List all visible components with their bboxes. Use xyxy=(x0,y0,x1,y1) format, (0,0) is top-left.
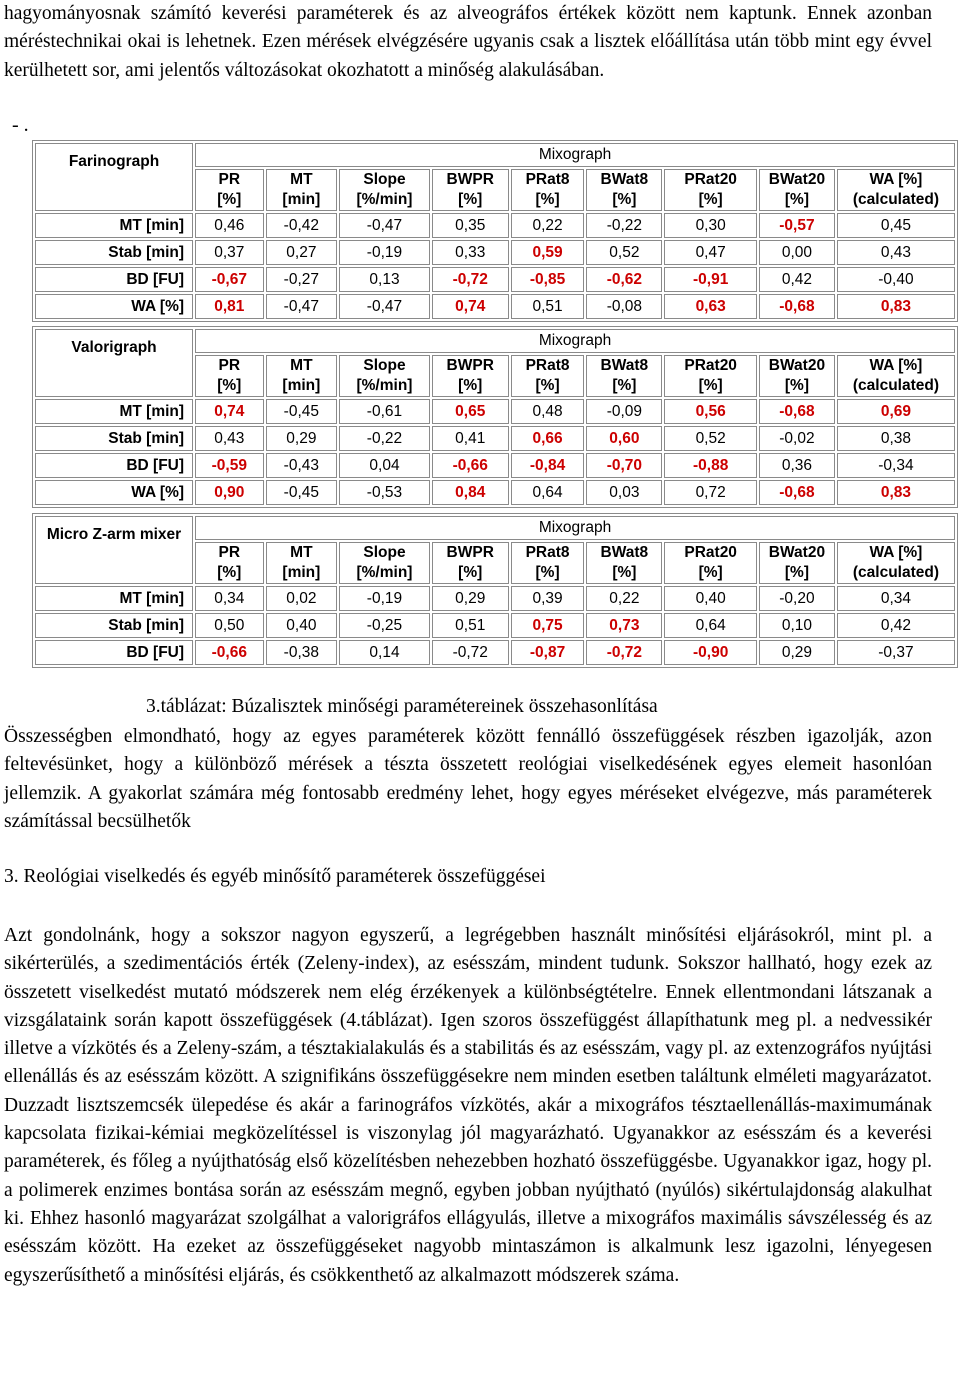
table-cell: 0,72 xyxy=(664,480,757,505)
table-cell: -0,85 xyxy=(511,267,585,292)
column-header xyxy=(759,169,835,211)
table-cell: -0,27 xyxy=(266,267,338,292)
table-cell: -0,34 xyxy=(837,453,955,478)
column-name: Slope xyxy=(363,544,406,561)
table-cell: 0,43 xyxy=(837,240,955,265)
table-cell: -0,25 xyxy=(339,613,430,638)
table-cell: -0,47 xyxy=(266,294,338,319)
column-header xyxy=(266,355,338,397)
column-name: WA [%] xyxy=(869,357,923,374)
column-header xyxy=(511,355,585,397)
instrument-label: Valorigraph xyxy=(35,329,193,397)
table-cell: -0,72 xyxy=(432,640,509,665)
column-header xyxy=(195,355,263,397)
column-header xyxy=(195,169,263,211)
table-cell: 0,40 xyxy=(664,586,757,611)
column-header xyxy=(432,169,509,211)
column-name: PR xyxy=(218,357,241,374)
table-cell: 0,10 xyxy=(759,613,835,638)
column-name: BWat20 xyxy=(768,544,826,561)
column-header xyxy=(511,542,585,584)
table-cell: 0,43 xyxy=(195,426,263,451)
table-cell: 0,81 xyxy=(195,294,263,319)
table-row xyxy=(35,453,955,478)
dash-mark: - . xyxy=(12,114,29,136)
table-cell: 0,39 xyxy=(511,586,585,611)
table-cell: -0,68 xyxy=(759,399,835,424)
table-cell: 0,59 xyxy=(511,240,585,265)
table-cell: -0,53 xyxy=(339,480,430,505)
table-cell: 0,51 xyxy=(432,613,509,638)
table-cell: 0,27 xyxy=(266,240,338,265)
column-unit: [min] xyxy=(282,564,321,581)
column-unit: [min] xyxy=(282,377,321,394)
table-cell: -0,43 xyxy=(266,453,338,478)
column-name: BWat8 xyxy=(600,544,649,561)
summary-paragraph: Összességben elmondható, hogy az egyes paraméterek között fennálló összefüggések részben igazolják, azon feltevésünket, hogy a különböző mérések a tészta összetett reológiai viselkedésének egyes elemeit hasonlóan jellemzik. A gyakorlat számára még fontosabb eredmény lehet, hogy egyes méréseket elvégezve, más paraméterek számítással becsülhetők xyxy=(4,726,932,832)
column-header xyxy=(432,355,509,397)
table-cell: -0,59 xyxy=(195,453,263,478)
column-name: PRat20 xyxy=(684,544,737,561)
row-label: WA [%] xyxy=(35,294,193,319)
table-cell: 0,35 xyxy=(432,213,509,238)
table-cell: -0,66 xyxy=(195,640,263,665)
correlation-table xyxy=(32,140,958,322)
row-label: Stab [min] xyxy=(35,613,193,638)
correlation-table xyxy=(32,326,958,508)
column-header xyxy=(759,355,835,397)
column-name: PRat20 xyxy=(684,171,737,188)
table-row xyxy=(35,399,955,424)
column-unit: [%] xyxy=(535,191,560,208)
section-heading: 3. Reológiai viselkedés és egyéb minősítő paraméterek összefüggései xyxy=(4,866,546,887)
table-cell: -0,19 xyxy=(339,240,430,265)
table-cell: 0,29 xyxy=(266,426,338,451)
column-name: BWat20 xyxy=(768,357,826,374)
column-name: WA [%] xyxy=(869,171,923,188)
table-cell: -0,19 xyxy=(339,586,430,611)
table-cell: -0,68 xyxy=(759,294,835,319)
table-cell: 0,64 xyxy=(511,480,585,505)
column-name: WA [%] xyxy=(869,544,923,561)
table-cell: 0,36 xyxy=(759,453,835,478)
table-cell: -0,90 xyxy=(664,640,757,665)
column-unit: [%/min] xyxy=(356,564,413,581)
table-cell: -0,84 xyxy=(511,453,585,478)
column-name: PR xyxy=(218,544,241,561)
table-cell: -0,91 xyxy=(664,267,757,292)
table-cell: 0,74 xyxy=(432,294,509,319)
table-cell: -0,67 xyxy=(195,267,263,292)
column-unit: [%] xyxy=(612,564,637,581)
table-cell: 0,41 xyxy=(432,426,509,451)
table-cell: 0,42 xyxy=(837,613,955,638)
column-unit: [%] xyxy=(698,377,723,394)
row-label: BD [FU] xyxy=(35,267,193,292)
table-cell: -0,45 xyxy=(266,480,338,505)
table-cell: -0,47 xyxy=(339,294,430,319)
table-cell: 0,52 xyxy=(664,426,757,451)
top-paragraph: hagyományosnak számító keverési paraméterek és az alveográfos értékek között nem kaptunk. Ennek azonban méréstechnikai okai is lehetnek. Ezen mérések elvégzésére ugyanis csak a lisztek előállítása után több mint egy évvel kerülhetett sor, ami jelentős változásokat okozhatott a minőség alakulásában. xyxy=(4,3,932,81)
column-header xyxy=(759,542,835,584)
table-cell: 0,65 xyxy=(432,399,509,424)
table-cell: -0,38 xyxy=(266,640,338,665)
column-unit: [%] xyxy=(784,377,809,394)
column-header xyxy=(339,355,430,397)
table-cell: -0,61 xyxy=(339,399,430,424)
table-cell: 0,00 xyxy=(759,240,835,265)
table-cell: 0,50 xyxy=(195,613,263,638)
table-row xyxy=(35,640,955,665)
column-header xyxy=(586,355,662,397)
table-cell: 0,14 xyxy=(339,640,430,665)
column-header xyxy=(339,542,430,584)
table-cell: 0,83 xyxy=(837,480,955,505)
column-header xyxy=(664,355,757,397)
table-cell: 0,40 xyxy=(266,613,338,638)
column-header xyxy=(511,169,585,211)
row-label: Stab [min] xyxy=(35,240,193,265)
column-unit: [%] xyxy=(458,191,483,208)
table-cell: 0,60 xyxy=(586,426,662,451)
column-header xyxy=(432,542,509,584)
table-cell: 0,45 xyxy=(837,213,955,238)
table-cell: -0,02 xyxy=(759,426,835,451)
column-header xyxy=(266,169,338,211)
column-name: BWat20 xyxy=(768,171,826,188)
column-unit: [%] xyxy=(217,377,242,394)
table-cell: 0,84 xyxy=(432,480,509,505)
row-label: MT [min] xyxy=(35,586,193,611)
table-cell: 0,22 xyxy=(586,586,662,611)
table-cell: 0,75 xyxy=(511,613,585,638)
table-row xyxy=(35,267,955,292)
column-unit: (calculated) xyxy=(852,564,939,581)
table-cell: 0,46 xyxy=(195,213,263,238)
table-cell: 0,52 xyxy=(586,240,662,265)
table-cell: -0,62 xyxy=(586,267,662,292)
table-cell: -0,22 xyxy=(339,426,430,451)
row-label: WA [%] xyxy=(35,480,193,505)
table-cell: -0,68 xyxy=(759,480,835,505)
table-row xyxy=(35,426,955,451)
table-cell: 0,02 xyxy=(266,586,338,611)
table-cell: -0,09 xyxy=(586,399,662,424)
table-cell: -0,37 xyxy=(837,640,955,665)
column-name: Slope xyxy=(363,357,406,374)
column-unit: [%] xyxy=(217,564,242,581)
column-name: PRat8 xyxy=(525,357,570,374)
row-label: Stab [min] xyxy=(35,426,193,451)
table-cell: -0,88 xyxy=(664,453,757,478)
column-name: MT xyxy=(290,357,313,374)
column-name: Slope xyxy=(363,171,406,188)
column-name: MT xyxy=(290,544,313,561)
table-cell: -0,57 xyxy=(759,213,835,238)
column-header xyxy=(266,542,338,584)
table-row xyxy=(35,586,955,611)
column-header xyxy=(664,169,757,211)
table-cell: 0,22 xyxy=(511,213,585,238)
table-cell: 0,03 xyxy=(586,480,662,505)
table-cell: 0,69 xyxy=(837,399,955,424)
column-unit: [%] xyxy=(217,191,242,208)
column-name: MT xyxy=(290,171,313,188)
column-header xyxy=(664,542,757,584)
column-unit: [%/min] xyxy=(356,191,413,208)
table-cell: 0,48 xyxy=(511,399,585,424)
table-cell: 0,66 xyxy=(511,426,585,451)
column-unit: [%] xyxy=(612,377,637,394)
column-unit: [%] xyxy=(535,564,560,581)
column-header xyxy=(586,542,662,584)
column-name: BWPR xyxy=(446,544,494,561)
table-cell: 0,04 xyxy=(339,453,430,478)
correlation-table xyxy=(32,513,958,668)
table-cell: -0,42 xyxy=(266,213,338,238)
table-cell: 0,83 xyxy=(837,294,955,319)
table-cell: 0,29 xyxy=(759,640,835,665)
column-unit: [%] xyxy=(698,564,723,581)
column-name: BWPR xyxy=(446,357,494,374)
table-cell: -0,72 xyxy=(586,640,662,665)
table-cell: -0,87 xyxy=(511,640,585,665)
column-unit: [%] xyxy=(458,377,483,394)
table-cell: 0,37 xyxy=(195,240,263,265)
column-name: BWat8 xyxy=(600,171,649,188)
column-name: PRat20 xyxy=(684,357,737,374)
body-paragraph: Azt gondolnánk, hogy a sokszor nagyon egyszerű, a legrégebben használt minősítési eljárásokról, mint pl. a sikérterülés, a szedimentációs érték (Zeleny-index), az esésszám, mindent tudunk. Sokszor hallható, hogy ezek az összetett viselkedést mutató módszerek nem elég érzékenyek a különbségtételre. Ennek ellentmondani látszanak a vizsgálataink során kapott összefüggések (4.táblázat). Igen szoros összefüggést állapíthatunk meg pl. a nedvessikér illetve a vízkötés és a Zeleny-szám, a tésztakialakulás és a stabilitás és az esésszám, vagy pl. az extenzográfos nyújtási ellenállás és az esésszám között. A szignifikáns összefüggésekre nem minden esetben találtunk elméleti magyarázatot. Duzzadt lisztszemcsék ülepedése és akár a farinográfos vízkötés, akár a mixográfos tésztaellenállás-maximumának kapcsolata fizikai-kémiai megközelítéssel is viszonylag jól magyarázható. Ugyanakkor az esésszám és a keverési paraméterek, és főleg a nyújthatóság első közelítésben nehezebben hozható összefüggésbe. Ugyanakkor igaz, hogy pl. a polimerek enzimes bontása során az esésszám megnő, egyben jobban nyújtható (nyúlós) sikértulajdonság alakulhat ki. Ehhez hasonló magyarázat szolgálhat a valorigráfos ellágyulás, illetve a mixográfos maximális sávszélesség és az esésszám között. Ha ezeket az összefüggéseket nagyobb mintaszámon is alkalmunk lesz igazolni, lényegesen egyszerűsíthető a minősítési eljárás, és csökkenthető az alkalmazott módszerek száma. xyxy=(4,925,932,1286)
table-cell: -0,47 xyxy=(339,213,430,238)
column-header xyxy=(837,169,955,211)
column-unit: [%] xyxy=(784,191,809,208)
table-row xyxy=(35,240,955,265)
column-name: PRat8 xyxy=(525,544,570,561)
table-cell: 0,74 xyxy=(195,399,263,424)
column-unit: (calculated) xyxy=(852,377,939,394)
column-unit: (calculated) xyxy=(852,191,939,208)
column-header xyxy=(586,169,662,211)
table-cell: -0,45 xyxy=(266,399,338,424)
table-cell: 0,30 xyxy=(664,213,757,238)
row-label: BD [FU] xyxy=(35,640,193,665)
table-cell: -0,22 xyxy=(586,213,662,238)
column-unit: [%] xyxy=(458,564,483,581)
table-cell: 0,90 xyxy=(195,480,263,505)
column-header xyxy=(339,169,430,211)
table-row xyxy=(35,480,955,505)
column-name: BWPR xyxy=(446,171,494,188)
table-cell: -0,70 xyxy=(586,453,662,478)
column-unit: [%] xyxy=(698,191,723,208)
row-label: MT [min] xyxy=(35,213,193,238)
table-cell: 0,34 xyxy=(195,586,263,611)
table-row xyxy=(35,613,955,638)
table-cell: 0,73 xyxy=(586,613,662,638)
mixograph-group-header: Mixograph xyxy=(195,516,955,540)
mixograph-group-header: Mixograph xyxy=(195,143,955,167)
table-cell: 0,63 xyxy=(664,294,757,319)
table-cell: 0,38 xyxy=(837,426,955,451)
column-name: BWat8 xyxy=(600,357,649,374)
table-cell: -0,40 xyxy=(837,267,955,292)
instrument-label: Micro Z-arm mixer xyxy=(35,516,193,584)
table-row xyxy=(35,213,955,238)
table-cell: -0,20 xyxy=(759,586,835,611)
table-cell: -0,72 xyxy=(432,267,509,292)
table-caption: 3.táblázat: Búzalisztek minőségi paramétereinek összehasonlítása xyxy=(146,696,658,717)
table-cell: -0,08 xyxy=(586,294,662,319)
instrument-label: Farinograph xyxy=(35,143,193,211)
column-unit: [%] xyxy=(535,377,560,394)
column-name: PR xyxy=(218,171,241,188)
table-cell: 0,56 xyxy=(664,399,757,424)
table-cell: 0,33 xyxy=(432,240,509,265)
table-cell: 0,34 xyxy=(837,586,955,611)
row-label: BD [FU] xyxy=(35,453,193,478)
column-unit: [min] xyxy=(282,191,321,208)
table-cell: 0,42 xyxy=(759,267,835,292)
column-unit: [%] xyxy=(612,191,637,208)
table-cell: 0,47 xyxy=(664,240,757,265)
column-name: PRat8 xyxy=(525,171,570,188)
column-header xyxy=(195,542,263,584)
column-header xyxy=(837,355,955,397)
column-header xyxy=(837,542,955,584)
table-cell: 0,13 xyxy=(339,267,430,292)
table-cell: 0,29 xyxy=(432,586,509,611)
column-unit: [%/min] xyxy=(356,377,413,394)
table-row xyxy=(35,294,955,319)
table-cell: -0,66 xyxy=(432,453,509,478)
row-label: MT [min] xyxy=(35,399,193,424)
column-unit: [%] xyxy=(784,564,809,581)
table-cell: 0,64 xyxy=(664,613,757,638)
table-cell: 0,51 xyxy=(511,294,585,319)
mixograph-group-header: Mixograph xyxy=(195,329,955,353)
